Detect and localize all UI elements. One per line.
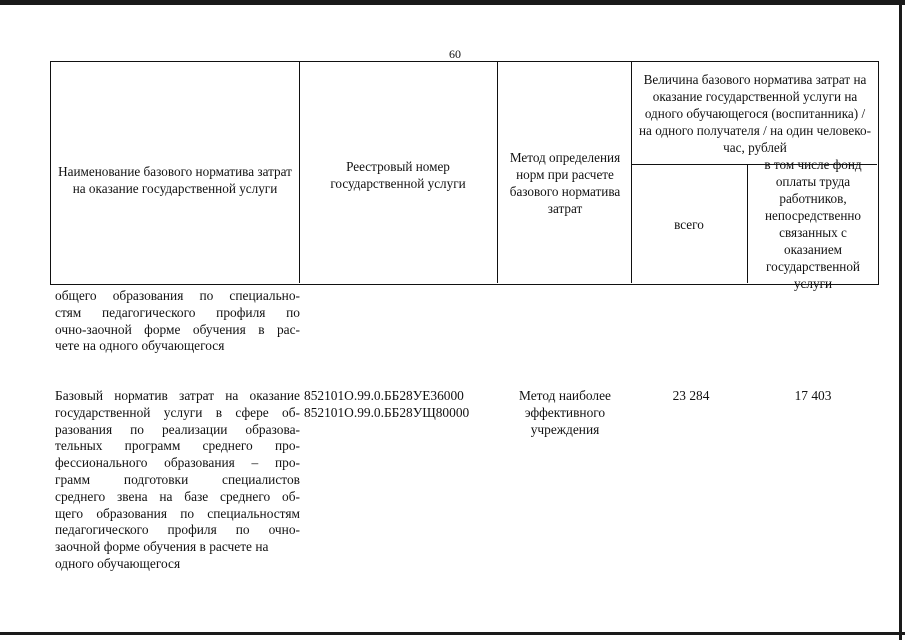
- header-value-group: [637, 64, 873, 162]
- row-name-line: грамм подготовки специалистов: [55, 471, 300, 487]
- divider: [497, 62, 498, 283]
- row-registry-cell: [304, 388, 504, 422]
- header-payroll-column: [751, 157, 875, 291]
- scan-border-bottom: [0, 632, 905, 635]
- row-name-line: тельных программ среднего про-: [55, 438, 300, 454]
- method-line: учреждения: [530, 421, 600, 437]
- row-name-line: очно-заочной форме обучения в рас-: [55, 321, 300, 337]
- row-name-line: одного обучающегося: [55, 555, 181, 571]
- header-total-column: [633, 212, 745, 236]
- table-row: [55, 388, 300, 573]
- scan-border-top: [0, 0, 905, 5]
- table-header: [50, 61, 879, 291]
- method-line: эффективного: [524, 404, 606, 420]
- header-value-group-label: Величина базового норматива затрат на оказание государственной услуги на одного обучающегося (воспитанника) / на одного получателя / на один человеко-час, рублей: [639, 71, 871, 155]
- row-name-line: чете на одного обучающегося: [55, 338, 225, 354]
- row-name-line: общего образования по специально-: [55, 288, 300, 303]
- header-registry-column: [305, 155, 491, 195]
- divider: [631, 62, 632, 283]
- row-name-line: стям педагогического профиля по: [55, 304, 300, 320]
- row-name-line: фессионального образования – про-: [55, 455, 300, 471]
- header-method-column: [499, 148, 631, 218]
- row-name-line: разования по реализации образова-: [55, 421, 300, 437]
- row-total-value: 23 284: [672, 388, 710, 403]
- row-name-line: заочной форме обучения в расчете на: [55, 539, 269, 555]
- header-payroll-label: в том числе фонд оплаты труда работников, непосредственно связанных с оказанием государственной услуги: [764, 157, 862, 291]
- row-name-line: щего образования по специальностям: [55, 505, 300, 521]
- header-name-label: Наименование базового норматива затрат на оказание государственной услуги: [58, 164, 292, 196]
- header-registry-label: Реестровый номер государственной услуги: [330, 159, 466, 191]
- row-name-line: Базовый норматив затрат на оказание: [55, 388, 300, 403]
- row-name-line: педагогического профиля по очно-: [55, 522, 300, 538]
- row-name-line: среднего звена на базе среднего об-: [55, 488, 300, 504]
- divider: [299, 62, 300, 283]
- row-method-cell: [500, 388, 630, 438]
- row-name-line: государственной услуги в сфере об-: [55, 404, 300, 420]
- divider: [747, 165, 748, 283]
- row-payroll-value: 17 403: [794, 388, 832, 403]
- method-line: Метод наиболее: [519, 388, 611, 403]
- registry-number: 852101О.99.0.ББ28УЕ36000: [304, 388, 464, 403]
- header-method-label: Метод определения норм при расчете базового норматива затрат: [509, 150, 621, 216]
- header-total-label: всего: [674, 216, 704, 232]
- page-number: 60: [449, 47, 461, 61]
- scan-border-right: [899, 0, 902, 640]
- table-row: [55, 288, 300, 355]
- header-name-column: [57, 150, 293, 210]
- registry-number: 852101О.99.0.ББ28УЩ80000: [304, 404, 470, 420]
